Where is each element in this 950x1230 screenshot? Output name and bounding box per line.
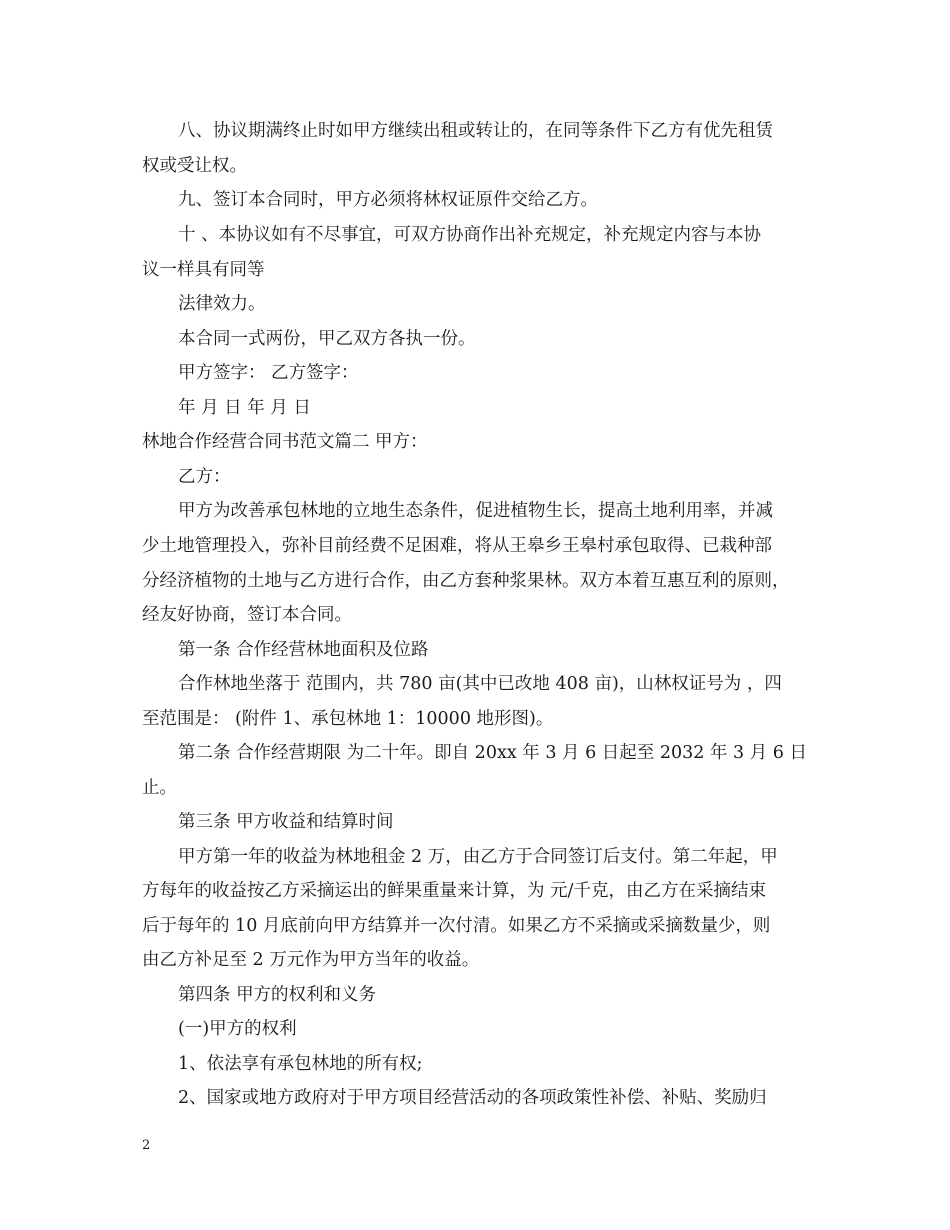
text-line: 少土地管理投入，弥补目前经费不足困难，将从王皋乡王皋村承包取得、已栽种部	[142, 536, 772, 556]
section-title: 林地合作经营合同书范文篇二 甲方：	[142, 432, 428, 452]
article-heading: 第一条 合作经营林地面积及位路	[178, 640, 429, 660]
text-line: 法律效力。	[178, 294, 266, 314]
text-line: 方每年的收益按乙方采摘运出的鲜果重量来计算，为 元/千克，由乙方在采摘结束	[142, 881, 766, 901]
sub-heading: (一)甲方的权利	[178, 1019, 297, 1039]
text-line: 甲方第一年的收益为林地租金 2 万，由乙方于合同签订后支付。第二年起，甲	[178, 847, 778, 867]
text-line: 本合同一式两份，甲乙双方各执一份。	[178, 329, 476, 349]
text-line: 至范围是： (附件 1、承包林地 1：10000 地形图)。	[142, 709, 554, 729]
text-line: 分经济植物的土地与乙方进行合作，由乙方套种浆果林。双方本着互惠互利的原则，	[142, 571, 790, 591]
text-line: 由乙方补足至 2 万元作为甲方当年的收益。	[142, 950, 480, 970]
text-line: 八、协议期满终止时如甲方继续出租或转让的，在同等条件下乙方有优先租赁	[178, 121, 773, 141]
text-line: 乙方：	[178, 467, 231, 487]
article-heading: 第二条 合作经营期限 为二十年。即自 20xx 年 3 月 6 日起至 2032 年 3 月 6 日	[178, 743, 807, 763]
text-line: 议一样具有同等	[142, 260, 265, 280]
text-line: 经友好协商，签订本合同。	[142, 605, 352, 625]
signature-line: 甲方签字： 乙方签字：	[178, 363, 359, 383]
article-heading: 第三条 甲方收益和结算时间	[178, 812, 394, 832]
text-line: 九、签订本合同时，甲方必须将林权证原件交给乙方。	[178, 190, 598, 210]
list-item: 1、依法享有承包林地的所有权;	[178, 1054, 423, 1074]
text-line: 后于每年的 10 月底前向甲方结算并一次付清。如果乙方不采摘或采摘数量少，则	[142, 916, 771, 936]
page-number: 2	[142, 1138, 151, 1153]
text-line: 权或受让权。	[142, 156, 247, 176]
article-heading: 第四条 甲方的权利和义务	[178, 985, 377, 1005]
text-line: 合作林地坐落于 范围内，共 780 亩(其中已改地 408 亩)，山林权证号为 ，四	[178, 674, 782, 694]
date-line: 年 月 日 年 月 日	[178, 398, 311, 418]
list-item: 2、国家或地方政府对于甲方项目经营活动的各项政策性补偿、补贴、奖励归	[178, 1088, 767, 1108]
text-line: 甲方为改善承包林地的立地生态条件，促进植物生长，提高土地利用率，并减	[178, 501, 773, 521]
text-line: 十 、本协议如有不尽事宜，可双方协商作出补充规定，补充规定内容与本协	[178, 225, 762, 245]
text-line: 止。	[142, 778, 177, 798]
